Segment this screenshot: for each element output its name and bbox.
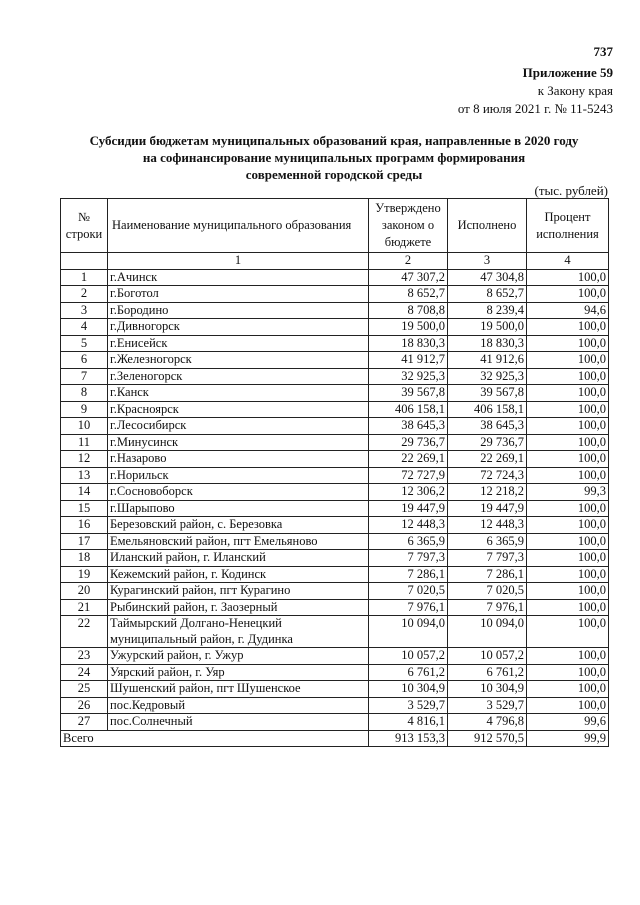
municipality-name: г.Лесосибирск: [108, 418, 369, 435]
table-row: [61, 434, 609, 451]
approved-amount: 22 269,1: [369, 451, 448, 468]
execution-percent: 100,0: [527, 583, 609, 600]
document-title-line-3: современной городской среды: [245, 167, 423, 182]
municipality-name: Рыбинский район, г. Заозерный: [108, 599, 369, 616]
index-cell: 4: [527, 253, 609, 270]
execution-percent: 100,0: [527, 319, 609, 336]
approved-amount: 38 645,3: [369, 418, 448, 435]
executed-amount: 406 158,1: [448, 401, 527, 418]
header-row-no: № строки: [61, 199, 108, 253]
execution-percent: 100,0: [527, 648, 609, 665]
approved-amount: 19 447,9: [369, 500, 448, 517]
row-number: 22: [61, 616, 108, 648]
approved-amount: 8 708,8: [369, 302, 448, 319]
table-row: [61, 681, 609, 698]
table-row: [61, 550, 609, 567]
row-number: 14: [61, 484, 108, 501]
approved-amount: 7 020,5: [369, 583, 448, 600]
table-header-row: [61, 199, 609, 253]
municipality-name: г.Бородино: [108, 302, 369, 319]
executed-amount: 19 447,9: [448, 500, 527, 517]
execution-percent: 100,0: [527, 418, 609, 435]
row-number: 16: [61, 517, 108, 534]
executed-amount: 18 830,3: [448, 335, 527, 352]
table-row: [61, 714, 609, 731]
execution-percent: 100,0: [527, 697, 609, 714]
execution-percent: 100,0: [527, 599, 609, 616]
table-row: [61, 335, 609, 352]
total-row: [61, 730, 609, 747]
approved-amount: 10 094,0: [369, 616, 448, 648]
row-number: 8: [61, 385, 108, 402]
municipality-name: г.Шарыпово: [108, 500, 369, 517]
executed-amount: 12 448,3: [448, 517, 527, 534]
executed-amount: 19 500,0: [448, 319, 527, 336]
row-number: 6: [61, 352, 108, 369]
table-row: [61, 467, 609, 484]
municipality-name: г.Боготол: [108, 286, 369, 303]
executed-amount: 12 218,2: [448, 484, 527, 501]
appendix-law-date: от 8 июля 2021 г. № 11-5243: [457, 101, 613, 116]
approved-amount: 406 158,1: [369, 401, 448, 418]
executed-amount: 10 304,9: [448, 681, 527, 698]
index-cell: 1: [108, 253, 369, 270]
municipality-name: Курагинский район, пгт Курагино: [108, 583, 369, 600]
approved-amount: 19 500,0: [369, 319, 448, 336]
approved-amount: 7 797,3: [369, 550, 448, 567]
executed-amount: 47 304,8: [448, 269, 527, 286]
municipality-name: Ужурский район, г. Ужур: [108, 648, 369, 665]
executed-amount: 7 797,3: [448, 550, 527, 567]
index-cell: 3: [448, 253, 527, 270]
executed-amount: 32 925,3: [448, 368, 527, 385]
municipality-name: пос.Кедровый: [108, 697, 369, 714]
table-row: [61, 319, 609, 336]
execution-percent: 100,0: [527, 451, 609, 468]
row-number: 9: [61, 401, 108, 418]
execution-percent: 100,0: [527, 550, 609, 567]
approved-amount: 6 761,2: [369, 664, 448, 681]
executed-amount: 3 529,7: [448, 697, 527, 714]
executed-amount: 41 912,6: [448, 352, 527, 369]
execution-percent: 100,0: [527, 286, 609, 303]
page-number: 737: [593, 44, 613, 59]
row-number: 24: [61, 664, 108, 681]
approved-amount: 12 448,3: [369, 517, 448, 534]
row-number: 18: [61, 550, 108, 567]
executed-amount: 39 567,8: [448, 385, 527, 402]
index-cell: [61, 253, 108, 270]
row-number: 13: [61, 467, 108, 484]
table-row: [61, 286, 609, 303]
table-row: [61, 418, 609, 435]
row-number: 17: [61, 533, 108, 550]
table-row: [61, 451, 609, 468]
appendix-title: Приложение 59: [522, 65, 613, 80]
row-number: 23: [61, 648, 108, 665]
row-number: 5: [61, 335, 108, 352]
municipality-name: Емельяновский район, пгт Емельяново: [108, 533, 369, 550]
row-number: 2: [61, 286, 108, 303]
execution-percent: 100,0: [527, 401, 609, 418]
appendix-header: [458, 64, 613, 118]
row-number: 21: [61, 599, 108, 616]
execution-percent: 100,0: [527, 500, 609, 517]
header-executed: Исполнено: [448, 199, 527, 253]
table-row: [61, 269, 609, 286]
executed-amount: 7 286,1: [448, 566, 527, 583]
table-row: [61, 697, 609, 714]
table-row: [61, 566, 609, 583]
municipality-name: г.Ачинск: [108, 269, 369, 286]
approved-amount: 10 057,2: [369, 648, 448, 665]
row-number: 1: [61, 269, 108, 286]
municipality-name: Березовский район, с. Березовка: [108, 517, 369, 534]
municipality-name: г.Дивногорск: [108, 319, 369, 336]
document-title: [60, 132, 608, 183]
units-label: (тыс. рублей): [534, 183, 608, 198]
execution-percent: 100,0: [527, 434, 609, 451]
executed-amount: 7 020,5: [448, 583, 527, 600]
municipality-name: Таймырский Долгано-Ненецкий муниципальный район, г. Дудинка: [108, 616, 369, 648]
row-number: 11: [61, 434, 108, 451]
approved-amount: 8 652,7: [369, 286, 448, 303]
municipality-name: г.Красноярск: [108, 401, 369, 418]
municipality-name: г.Норильск: [108, 467, 369, 484]
table-row: [61, 616, 609, 648]
table-row: [61, 648, 609, 665]
total-label: Всего: [61, 730, 369, 747]
executed-amount: 38 645,3: [448, 418, 527, 435]
execution-percent: 100,0: [527, 533, 609, 550]
execution-percent: 100,0: [527, 517, 609, 534]
execution-percent: 100,0: [527, 385, 609, 402]
appendix-law-ref: к Закону края: [537, 83, 613, 98]
execution-percent: 100,0: [527, 368, 609, 385]
execution-percent: 100,0: [527, 467, 609, 484]
municipality-name: Шушенский район, пгт Шушенское: [108, 681, 369, 698]
executed-amount: 8 239,4: [448, 302, 527, 319]
approved-amount: 39 567,8: [369, 385, 448, 402]
execution-percent: 100,0: [527, 269, 609, 286]
row-number: 10: [61, 418, 108, 435]
row-number: 12: [61, 451, 108, 468]
approved-amount: 41 912,7: [369, 352, 448, 369]
total-percent: 99,9: [527, 730, 609, 747]
executed-amount: 72 724,3: [448, 467, 527, 484]
document-title-line-1: Субсидии бюджетам муниципальных образований края, направленные в 2020 году: [89, 133, 579, 148]
municipality-name: пос.Солнечный: [108, 714, 369, 731]
row-number: 4: [61, 319, 108, 336]
executed-amount: 8 652,7: [448, 286, 527, 303]
execution-percent: 100,0: [527, 352, 609, 369]
approved-amount: 10 304,9: [369, 681, 448, 698]
table-row: [61, 385, 609, 402]
municipality-name: Уярский район, г. Уяр: [108, 664, 369, 681]
execution-percent: 100,0: [527, 335, 609, 352]
municipality-name: г.Зеленогорск: [108, 368, 369, 385]
executed-amount: 10 094,0: [448, 616, 527, 648]
header-percent: Процент исполнения: [527, 199, 609, 253]
approved-amount: 12 306,2: [369, 484, 448, 501]
header-approved: Утверждено законом о бюджете: [369, 199, 448, 253]
municipality-name: г.Назарово: [108, 451, 369, 468]
executed-amount: 6 761,2: [448, 664, 527, 681]
executed-amount: 29 736,7: [448, 434, 527, 451]
index-cell: 2: [369, 253, 448, 270]
municipality-name: г.Канск: [108, 385, 369, 402]
executed-amount: 7 976,1: [448, 599, 527, 616]
execution-percent: 100,0: [527, 616, 609, 648]
document-title-line-2: на софинансирование муниципальных программ формирования: [142, 150, 526, 165]
table-row: [61, 517, 609, 534]
municipality-name: г.Енисейск: [108, 335, 369, 352]
executed-amount: 10 057,2: [448, 648, 527, 665]
row-number: 19: [61, 566, 108, 583]
table-row: [61, 500, 609, 517]
row-number: 15: [61, 500, 108, 517]
table-row: [61, 484, 609, 501]
municipality-name: г.Минусинск: [108, 434, 369, 451]
row-number: 20: [61, 583, 108, 600]
execution-percent: 100,0: [527, 566, 609, 583]
row-number: 26: [61, 697, 108, 714]
approved-amount: 4 816,1: [369, 714, 448, 731]
municipality-name: г.Сосновоборск: [108, 484, 369, 501]
table-row: [61, 533, 609, 550]
executed-amount: 4 796,8: [448, 714, 527, 731]
execution-percent: 99,3: [527, 484, 609, 501]
total-executed: 912 570,5: [448, 730, 527, 747]
row-number: 27: [61, 714, 108, 731]
table-row: [61, 599, 609, 616]
approved-amount: 6 365,9: [369, 533, 448, 550]
execution-percent: 99,6: [527, 714, 609, 731]
approved-amount: 47 307,2: [369, 269, 448, 286]
approved-amount: 32 925,3: [369, 368, 448, 385]
approved-amount: 7 286,1: [369, 566, 448, 583]
subsidies-table: [60, 198, 609, 747]
table-row: [61, 664, 609, 681]
table-row: [61, 368, 609, 385]
execution-percent: 100,0: [527, 664, 609, 681]
column-index-row: [61, 253, 609, 270]
approved-amount: 7 976,1: [369, 599, 448, 616]
approved-amount: 29 736,7: [369, 434, 448, 451]
executed-amount: 22 269,1: [448, 451, 527, 468]
table-row: [61, 352, 609, 369]
table-row: [61, 583, 609, 600]
municipality-name: Кежемский район, г. Кодинск: [108, 566, 369, 583]
table-row: [61, 401, 609, 418]
approved-amount: 72 727,9: [369, 467, 448, 484]
execution-percent: 100,0: [527, 681, 609, 698]
row-number: 3: [61, 302, 108, 319]
executed-amount: 6 365,9: [448, 533, 527, 550]
execution-percent: 94,6: [527, 302, 609, 319]
total-approved: 913 153,3: [369, 730, 448, 747]
row-number: 25: [61, 681, 108, 698]
row-number: 7: [61, 368, 108, 385]
approved-amount: 3 529,7: [369, 697, 448, 714]
approved-amount: 18 830,3: [369, 335, 448, 352]
table-row: [61, 302, 609, 319]
municipality-name: Иланский район, г. Иланский: [108, 550, 369, 567]
header-name: Наименование муниципального образования: [108, 199, 369, 253]
municipality-name: г.Железногорск: [108, 352, 369, 369]
